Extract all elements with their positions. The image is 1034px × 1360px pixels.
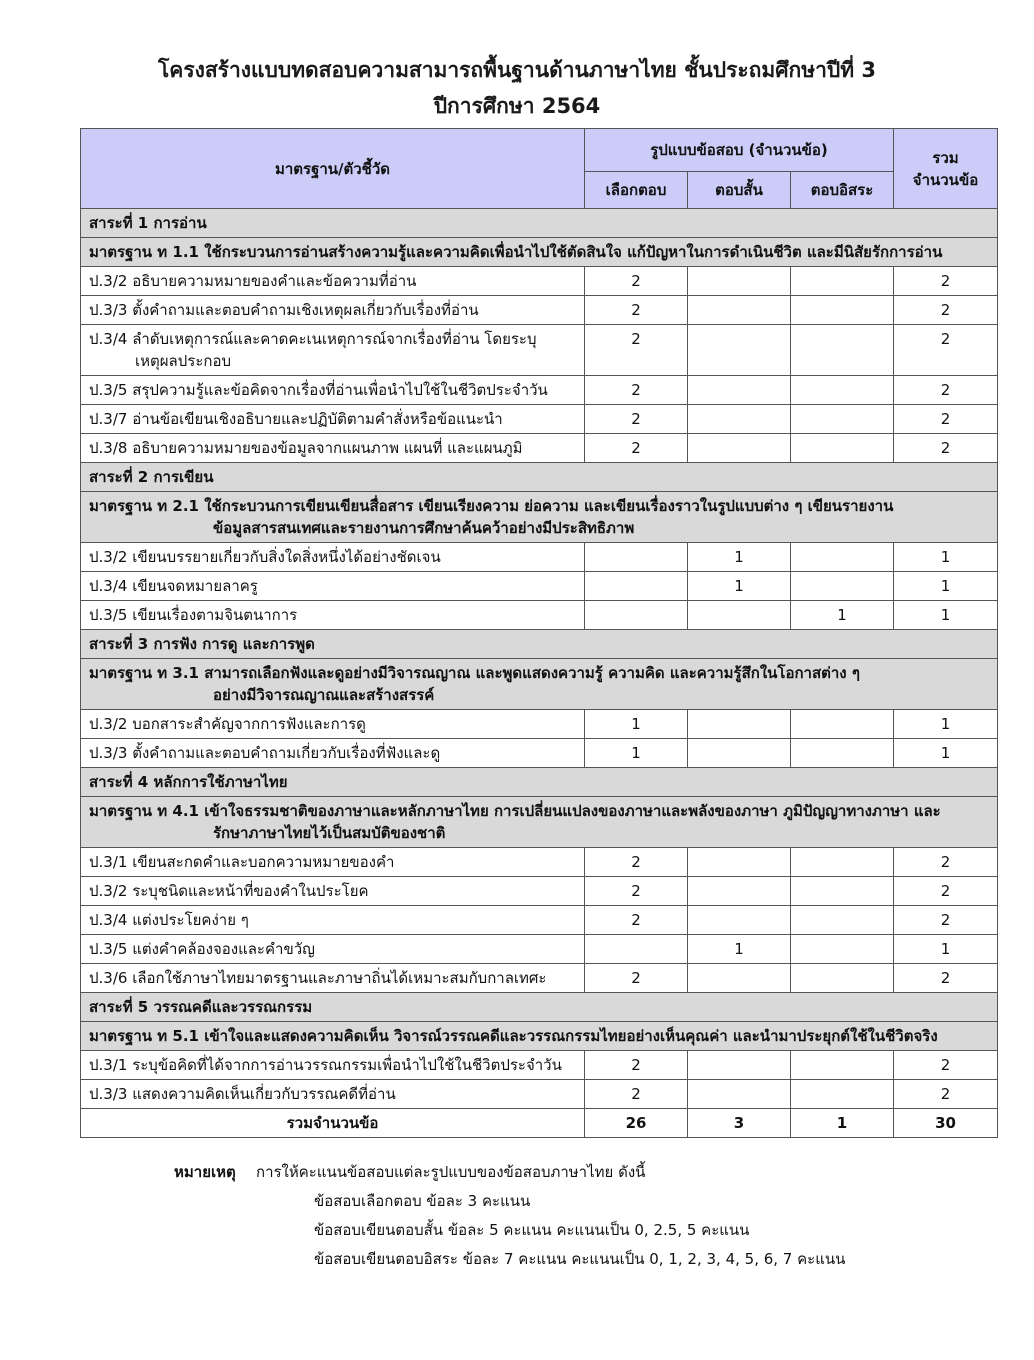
cell-total: 2 <box>894 376 998 405</box>
cell-free-response <box>791 710 894 739</box>
cell-short-answer <box>688 710 791 739</box>
indicator-row <box>81 434 998 463</box>
indicator-row <box>81 906 998 935</box>
standard-text <box>81 238 998 267</box>
strand-row <box>81 209 998 238</box>
indicator-line1: ป.3/7 อ่านข้อเขียนเชิงอธิบายและปฏิบัติตามคำสั่งหรือข้อแนะนำ <box>89 410 503 428</box>
cell-free-response <box>791 1051 894 1080</box>
total-multiple-choice: 26 <box>585 1109 688 1138</box>
indicator-text <box>81 710 585 739</box>
test-structure-table <box>80 128 998 1138</box>
indicator-line1: ป.3/5 แต่งคำคล้องจองและคำขวัญ <box>89 940 315 958</box>
scoring-note <box>174 1158 1034 1274</box>
cell-multiple-choice: 2 <box>585 267 688 296</box>
note-line-short-answer: ข้อสอบเขียนตอบสั้น ข้อละ 5 คะแนน คะแนนเป็น 0, 2.5, 5 คะแนน <box>314 1221 750 1239</box>
cell-multiple-choice: 2 <box>585 434 688 463</box>
indicator-line1: ป.3/4 เขียนจดหมายลาครู <box>89 577 258 595</box>
header-short-answer: ตอบสั้น <box>688 172 791 209</box>
cell-multiple-choice: 2 <box>585 877 688 906</box>
note-first-line <box>174 1158 1034 1187</box>
cell-multiple-choice: 2 <box>585 296 688 325</box>
cell-short-answer <box>688 376 791 405</box>
total-all: 30 <box>894 1109 998 1138</box>
standard-line1: มาตรฐาน ท 4.1 เข้าใจธรรมชาติของภาษาและหลักภาษาไทย การเปลี่ยนแปลงของภาษาและพลังของภาษา ภูมิปัญญาทางภาษา และ <box>89 802 941 820</box>
cell-short-answer: 1 <box>688 572 791 601</box>
cell-free-response <box>791 296 894 325</box>
header-multiple-choice: เลือกตอบ <box>585 172 688 209</box>
total-short-answer: 3 <box>688 1109 791 1138</box>
indicator-text <box>81 935 585 964</box>
standard-line1: มาตรฐาน ท 3.1 สามารถเลือกฟังและดูอย่างมีวิจารณญาณ และพูดแสดงความรู้ ความคิด และความรู้สึกในโอกาสต่าง ๆ <box>89 664 860 682</box>
indicator-text <box>81 1080 585 1109</box>
indicator-row <box>81 405 998 434</box>
cell-total: 2 <box>894 964 998 993</box>
cell-total: 1 <box>894 601 998 630</box>
cell-free-response <box>791 405 894 434</box>
cell-multiple-choice: 2 <box>585 376 688 405</box>
indicator-row <box>81 296 998 325</box>
note-intro: การให้คะแนนข้อสอบแต่ละรูปแบบของข้อสอบภาษาไทย ดังนี้ <box>256 1163 646 1181</box>
standard-line1: มาตรฐาน ท 5.1 เข้าใจและแสดงความคิดเห็น วิจารณ์วรรณคดีและวรรณกรรมไทยอย่างเห็นคุณค่า และนำมาประยุกต์ใช้ในชีวิตจริง <box>89 1027 938 1045</box>
strand-title: สาระที่ 2 การเขียน <box>81 463 998 492</box>
total-row <box>81 1109 998 1138</box>
cell-short-answer <box>688 906 791 935</box>
cell-free-response <box>791 267 894 296</box>
cell-free-response <box>791 877 894 906</box>
cell-free-response <box>791 543 894 572</box>
indicator-row <box>81 267 998 296</box>
indicator-row <box>81 710 998 739</box>
standard-line2: รักษาภาษาไทยไว้เป็นสมบัติของชาติ <box>213 824 446 842</box>
cell-total: 2 <box>894 848 998 877</box>
cell-multiple-choice: 2 <box>585 325 688 376</box>
indicator-row <box>81 739 998 768</box>
strand-row <box>81 993 998 1022</box>
cell-free-response <box>791 848 894 877</box>
standard-row <box>81 797 998 848</box>
note-label: หมายเหตุ <box>174 1163 236 1181</box>
standard-row <box>81 492 998 543</box>
cell-multiple-choice <box>585 572 688 601</box>
cell-free-response <box>791 572 894 601</box>
cell-total: 2 <box>894 296 998 325</box>
cell-total: 2 <box>894 906 998 935</box>
indicator-text <box>81 1051 585 1080</box>
academic-year-title: ปีการศึกษา 2564 <box>433 94 601 118</box>
document-title: โครงสร้างแบบทดสอบความสามารถพื้นฐานด้านภาษาไทย ชั้นประถมศึกษาปีที่ 3 <box>158 58 876 82</box>
cell-free-response <box>791 906 894 935</box>
cell-multiple-choice: 2 <box>585 1080 688 1109</box>
indicator-line1: ป.3/2 ระบุชนิดและหน้าที่ของคำในประโยค <box>89 882 369 900</box>
cell-total: 2 <box>894 877 998 906</box>
standard-text <box>81 1022 998 1051</box>
indicator-text <box>81 572 585 601</box>
cell-total: 1 <box>894 710 998 739</box>
indicator-row <box>81 543 998 572</box>
cell-multiple-choice: 2 <box>585 1051 688 1080</box>
strand-row <box>81 630 998 659</box>
standard-line1: มาตรฐาน ท 2.1 ใช้กระบวนการเขียนเขียนสื่อสาร เขียนเรียงความ ย่อความ และเขียนเรื่องราวในรูปแบบต่าง ๆ เขียนรายงาน <box>89 497 894 515</box>
cell-free-response <box>791 434 894 463</box>
cell-multiple-choice: 2 <box>585 405 688 434</box>
indicator-line1: ป.3/5 สรุปความรู้และข้อคิดจากเรื่องที่อ่านเพื่อนำไปใช้ในชีวิตประจำวัน <box>89 381 548 399</box>
indicator-text <box>81 543 585 572</box>
cell-short-answer <box>688 267 791 296</box>
strand-title: สาระที่ 4 หลักการใช้ภาษาไทย <box>81 768 998 797</box>
header-free-response: ตอบอิสระ <box>791 172 894 209</box>
standard-text <box>81 659 998 710</box>
standard-text <box>81 797 998 848</box>
cell-short-answer <box>688 1080 791 1109</box>
indicator-text <box>81 325 585 376</box>
cell-total: 2 <box>894 1051 998 1080</box>
indicator-text <box>81 434 585 463</box>
indicator-text <box>81 601 585 630</box>
cell-short-answer <box>688 739 791 768</box>
note-line-multiple-choice: ข้อสอบเลือกตอบ ข้อละ 3 คะแนน <box>314 1192 531 1210</box>
indicator-row <box>81 1051 998 1080</box>
cell-total: 2 <box>894 405 998 434</box>
indicator-row <box>81 325 998 376</box>
cell-multiple-choice: 2 <box>585 848 688 877</box>
indicator-text <box>81 296 585 325</box>
cell-free-response <box>791 935 894 964</box>
indicator-line1: ป.3/2 บอกสาระสำคัญจากการฟังและการดู <box>89 715 366 733</box>
cell-total: 1 <box>894 935 998 964</box>
indicator-line1: ป.3/3 ตั้งคำถามและตอบคำถามเชิงเหตุผลเกี่ยวกับเรื่องที่อ่าน <box>89 301 479 319</box>
indicator-text <box>81 267 585 296</box>
cell-total: 2 <box>894 434 998 463</box>
indicator-row <box>81 935 998 964</box>
indicator-text <box>81 405 585 434</box>
header-total <box>894 129 998 209</box>
cell-multiple-choice: 1 <box>585 710 688 739</box>
cell-short-answer <box>688 1051 791 1080</box>
cell-total: 2 <box>894 1080 998 1109</box>
indicator-line1: ป.3/8 อธิบายความหมายของข้อมูลจากแผนภาพ แผนที่ และแผนภูมิ <box>89 439 523 457</box>
indicator-text <box>81 739 585 768</box>
cell-short-answer <box>688 434 791 463</box>
cell-total: 2 <box>894 267 998 296</box>
cell-free-response <box>791 964 894 993</box>
total-free-response: 1 <box>791 1109 894 1138</box>
indicator-text <box>81 964 585 993</box>
cell-short-answer <box>688 405 791 434</box>
standard-row <box>81 1022 998 1051</box>
indicator-text <box>81 376 585 405</box>
indicator-line1: ป.3/3 แสดงความคิดเห็นเกี่ยวกับวรรณคดีที่อ่าน <box>89 1085 396 1103</box>
standard-line2: อย่างมีวิจารณญาณและสร้างสรรค์ <box>213 686 435 704</box>
total-label: รวมจำนวนข้อ <box>81 1109 585 1138</box>
cell-short-answer <box>688 601 791 630</box>
cell-multiple-choice: 2 <box>585 906 688 935</box>
indicator-text <box>81 906 585 935</box>
cell-total: 2 <box>894 325 998 376</box>
cell-short-answer <box>688 877 791 906</box>
cell-multiple-choice: 1 <box>585 739 688 768</box>
strand-title: สาระที่ 1 การอ่าน <box>81 209 998 238</box>
indicator-line1: ป.3/2 อธิบายความหมายของคำและข้อความที่อ่าน <box>89 272 417 290</box>
header-total-line2: จำนวนข้อ <box>912 170 979 189</box>
cell-total: 1 <box>894 739 998 768</box>
indicator-row <box>81 848 998 877</box>
standard-row <box>81 659 998 710</box>
indicator-row <box>81 376 998 405</box>
table-body <box>81 209 998 1109</box>
standard-line2: ข้อมูลสารสนเทศและรายงานการศึกษาค้นคว้าอย่างมีประสิทธิภาพ <box>213 519 635 537</box>
strand-row <box>81 463 998 492</box>
cell-total: 1 <box>894 572 998 601</box>
indicator-line1: ป.3/1 เขียนสะกดคำและบอกความหมายของคำ <box>89 853 395 871</box>
standard-line1: มาตรฐาน ท 1.1 ใช้กระบวนการอ่านสร้างความรู้และความคิดเพื่อนำไปใช้ตัดสินใจ แก้ปัญหาในการดำเนินชีวิต และมีนิสัยรักการอ่าน <box>89 243 943 261</box>
strand-title: สาระที่ 3 การฟัง การดู และการพูด <box>81 630 998 659</box>
indicator-line1: ป.3/1 ระบุข้อคิดที่ได้จากการอ่านวรรณกรรมเพื่อนำไปใช้ในชีวิตประจำวัน <box>89 1056 562 1074</box>
indicator-line1: ป.3/6 เลือกใช้ภาษาไทยมาตรฐานและภาษาถิ่นได้เหมาะสมกับกาลเทศะ <box>89 969 547 987</box>
indicator-row <box>81 1080 998 1109</box>
standard-row <box>81 238 998 267</box>
indicator-row <box>81 601 998 630</box>
header-total-line1: รวม <box>932 148 959 167</box>
cell-free-response: 1 <box>791 601 894 630</box>
indicator-text <box>81 877 585 906</box>
cell-short-answer <box>688 325 791 376</box>
indicator-row <box>81 877 998 906</box>
cell-free-response <box>791 739 894 768</box>
header-item-format: รูปแบบข้อสอบ (จำนวนข้อ) <box>585 129 894 172</box>
indicator-line2: เหตุผลประกอบ <box>135 352 231 370</box>
indicator-row <box>81 572 998 601</box>
indicator-line1: ป.3/2 เขียนบรรยายเกี่ยวกับสิ่งใดสิ่งหนึ่งได้อย่างชัดเจน <box>89 548 441 566</box>
cell-multiple-choice: 2 <box>585 964 688 993</box>
cell-short-answer <box>688 296 791 325</box>
cell-multiple-choice <box>585 935 688 964</box>
strand-title: สาระที่ 5 วรรณคดีและวรรณกรรม <box>81 993 998 1022</box>
strand-row <box>81 768 998 797</box>
indicator-text <box>81 848 585 877</box>
indicator-row <box>81 964 998 993</box>
cell-multiple-choice <box>585 543 688 572</box>
indicator-line1: ป.3/3 ตั้งคำถามและตอบคำถามเกี่ยวกับเรื่องที่ฟังและดู <box>89 744 441 762</box>
cell-short-answer <box>688 848 791 877</box>
header-standard-indicator: มาตรฐาน/ตัวชี้วัด <box>81 129 585 209</box>
indicator-line1: ป.3/5 เขียนเรื่องตามจินตนาการ <box>89 606 298 624</box>
cell-short-answer: 1 <box>688 543 791 572</box>
cell-multiple-choice <box>585 601 688 630</box>
cell-free-response <box>791 376 894 405</box>
indicator-line1: ป.3/4 ลำดับเหตุการณ์และคาดคะเนเหตุการณ์จากเรื่องที่อ่าน โดยระบุ <box>89 330 537 348</box>
indicator-line1: ป.3/4 แต่งประโยคง่าย ๆ <box>89 911 249 929</box>
cell-total: 1 <box>894 543 998 572</box>
cell-free-response <box>791 325 894 376</box>
note-line-free-response: ข้อสอบเขียนตอบอิสระ ข้อละ 7 คะแนน คะแนนเป็น 0, 1, 2, 3, 4, 5, 6, 7 คะแนน <box>314 1250 846 1268</box>
cell-short-answer: 1 <box>688 935 791 964</box>
cell-free-response <box>791 1080 894 1109</box>
standard-text <box>81 492 998 543</box>
cell-short-answer <box>688 964 791 993</box>
